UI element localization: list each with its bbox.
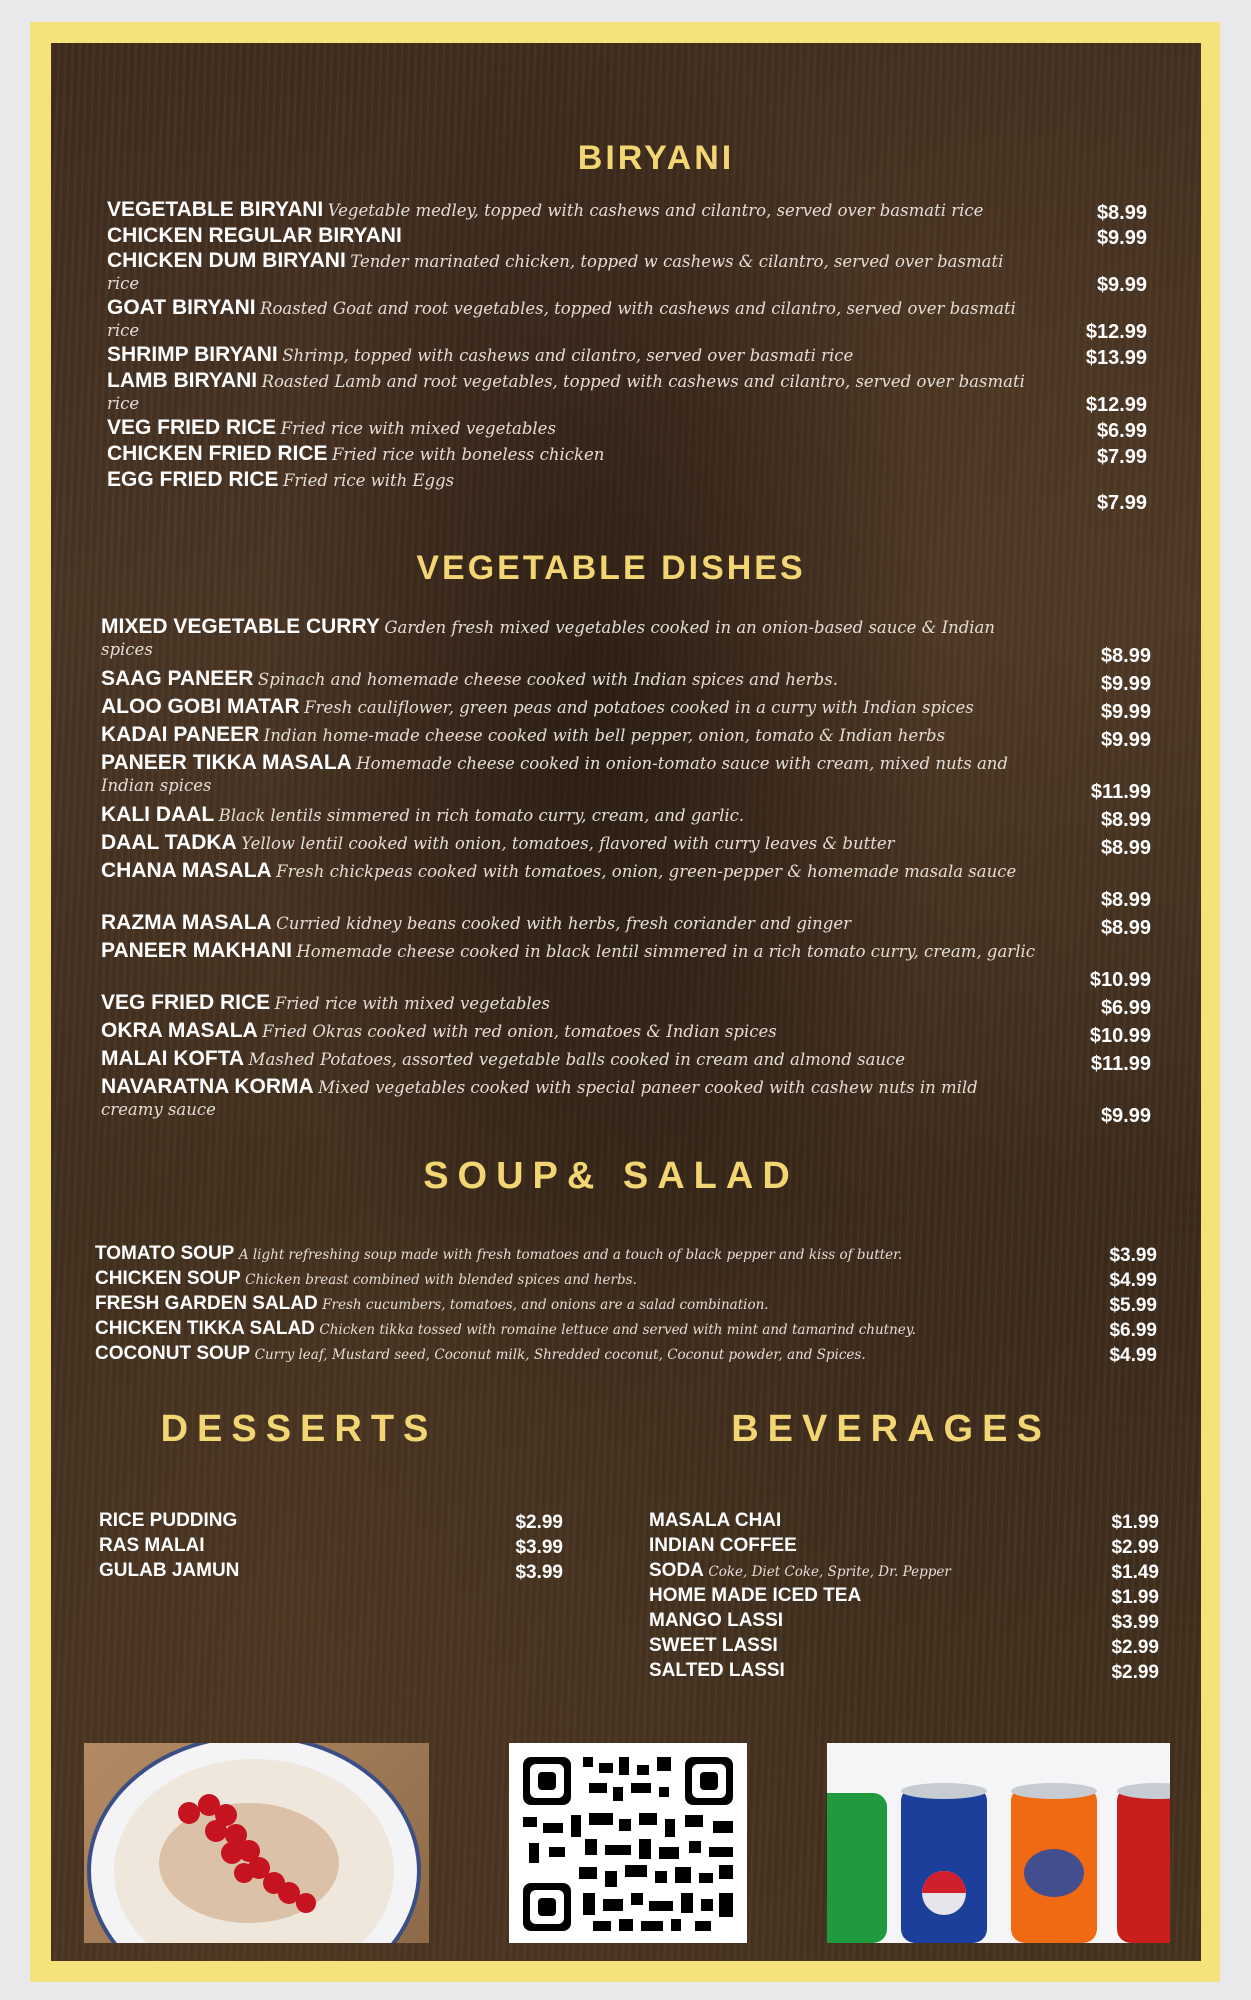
menu-item-price: $11.99 bbox=[1090, 781, 1151, 803]
menu-item-price: $2.99 bbox=[1111, 1537, 1159, 1558]
menu-item-lamb-biryani bbox=[107, 370, 1147, 417]
menu-item-name: FRESH GARDEN SALAD bbox=[95, 1293, 318, 1314]
menu-item-description: Black lentils simmered in rich tomato curry, cream, and garlic. bbox=[218, 806, 745, 825]
menu-item-text bbox=[107, 199, 1147, 222]
menu-item-description: Homemade cheese cooked in black lentil simmered in a rich tomato curry, cream, garlic bbox=[296, 942, 1035, 961]
menu-item-name: INDIAN COFFEE bbox=[649, 1535, 797, 1556]
menu-item-navaratna-korma bbox=[101, 1076, 1151, 1128]
menu-item-name: SHRIMP BIRYANI bbox=[107, 344, 278, 366]
menu-item-name: EGG FRIED RICE bbox=[107, 469, 279, 491]
menu-item-aloo-gobi-matar bbox=[101, 696, 1151, 724]
menu-item-text bbox=[99, 1509, 563, 1534]
menu-item-description: Mixed vegetables cooked with special paneer cooked with cashew nuts in mild creamy sauce bbox=[101, 1078, 978, 1119]
menu-item-price: $3.99 bbox=[1109, 1245, 1157, 1266]
menu-item-name: CHICKEN FRIED RICE bbox=[107, 443, 328, 465]
menu-item-text bbox=[649, 1634, 1159, 1659]
menu-item-malai-kofta bbox=[101, 1048, 1151, 1076]
menu-item-text bbox=[649, 1534, 1159, 1559]
menu-item-price: $9.99 bbox=[1100, 673, 1151, 695]
menu-item-text bbox=[649, 1609, 1159, 1634]
menu-item-price: $8.99 bbox=[1100, 889, 1151, 911]
menu-item-price: $10.99 bbox=[1089, 1025, 1151, 1047]
menu-item-description: Fresh chickpeas cooked with tomatoes, onion, green-pepper & homemade masala sauce bbox=[276, 862, 1017, 881]
menu-item-price: $9.99 bbox=[1100, 729, 1151, 751]
menu-item-name: CHICKEN REGULAR BIRYANI bbox=[107, 225, 402, 247]
menu-item-price: $8.99 bbox=[1100, 837, 1151, 859]
menu-item-price: $3.99 bbox=[515, 1562, 563, 1583]
menu-item-price: $4.99 bbox=[1109, 1345, 1157, 1366]
menu-item-text bbox=[107, 225, 1147, 248]
menu-item-price: $10.99 bbox=[1089, 969, 1151, 991]
menu-item-name: PANEER MAKHANI bbox=[101, 940, 292, 962]
menu-item-description: Chicken tikka tossed with romaine lettuce and served with mint and tamarind chutney. bbox=[319, 1322, 916, 1338]
section-title-desserts: DESSERTS bbox=[160, 1408, 438, 1450]
menu-item-text bbox=[107, 417, 1147, 440]
rice-pudding-photo bbox=[84, 1743, 429, 1943]
menu-item-price: $2.99 bbox=[515, 1512, 563, 1533]
menu-item-text bbox=[101, 940, 1151, 963]
menu-item-description: Fried rice with boneless chicken bbox=[331, 445, 605, 464]
menu-item-name: DAAL TADKA bbox=[101, 832, 237, 854]
menu-item-veg-fried-rice bbox=[107, 417, 1147, 443]
menu-item-name: HOME MADE ICED TEA bbox=[649, 1585, 862, 1606]
menu-item-text bbox=[649, 1559, 1159, 1584]
menu-item-goat-biryani bbox=[107, 297, 1147, 344]
menu-item-name: SALTED LASSI bbox=[649, 1660, 785, 1681]
menu-item-text bbox=[649, 1509, 1159, 1534]
menu-item-description: A light refreshing soup made with fresh tomatoes and a touch of black pepper and kiss of butter. bbox=[238, 1247, 903, 1263]
menu-item-text bbox=[101, 832, 1151, 855]
menu-item-name: CHICKEN SOUP bbox=[95, 1268, 241, 1289]
menu-item-saag-paneer bbox=[101, 668, 1151, 696]
section-title-soup-salad: SOUP& SALAD bbox=[423, 1155, 799, 1197]
menu-item-text bbox=[107, 370, 1147, 415]
menu-item-text bbox=[101, 752, 1151, 797]
menu-item-name: SWEET LASSI bbox=[649, 1635, 778, 1656]
menu-item-salted-lassi bbox=[649, 1659, 1159, 1684]
menu-item-name: SAAG PANEER bbox=[101, 668, 254, 690]
menu-item-price: $3.99 bbox=[515, 1537, 563, 1558]
menu-item-text bbox=[101, 1048, 1151, 1071]
menu-item-text bbox=[101, 724, 1151, 747]
menu-item-mango-lassi bbox=[649, 1609, 1159, 1634]
menu-item-soda bbox=[649, 1559, 1159, 1584]
menu-item-mixed-vegetable-curry bbox=[101, 616, 1151, 668]
menu-item-description: Roasted Goat and root vegetables, topped with cashews and cilantro, served over basmati rice bbox=[107, 299, 1016, 340]
vegetable-list bbox=[101, 616, 1151, 1128]
menu-item-daal-tadka bbox=[101, 832, 1151, 860]
menu-item-price: $8.99 bbox=[1100, 917, 1151, 939]
menu-item-description: Indian home-made cheese cooked with bell pepper, onion, tomato & Indian herbs bbox=[263, 726, 946, 745]
menu-item-price: $6.99 bbox=[1100, 997, 1151, 1019]
menu-item-home-made-iced-tea bbox=[649, 1584, 1159, 1609]
menu-item-price: $1.99 bbox=[1111, 1587, 1159, 1608]
menu-item-name: COCONUT SOUP bbox=[95, 1343, 251, 1364]
menu-item-chicken-soup bbox=[95, 1267, 1157, 1292]
menu-item-okra-masala bbox=[101, 1020, 1151, 1048]
menu-item-description: Vegetable medley, topped with cashews and cilantro, served over basmati rice bbox=[327, 201, 984, 220]
menu-item-chicken-regular-biryani bbox=[107, 225, 1147, 250]
menu-item-description: Shrimp, topped with cashews and cilantro, served over basmati rice bbox=[282, 346, 854, 365]
qr-code[interactable] bbox=[509, 1743, 747, 1943]
menu-item-text bbox=[95, 1267, 1157, 1292]
menu-item-name: ALOO GOBI MATAR bbox=[101, 696, 300, 718]
menu-item-text bbox=[107, 344, 1147, 367]
menu-item-text bbox=[99, 1534, 563, 1559]
menu-item-description: Homemade cheese cooked in onion-tomato sauce with cream, mixed nuts and Indian spices bbox=[101, 754, 1008, 795]
menu-item-price: $1.99 bbox=[1111, 1512, 1159, 1533]
menu-page bbox=[30, 22, 1220, 1982]
menu-item-text bbox=[101, 696, 1151, 719]
menu-item-name: TOMATO SOUP bbox=[95, 1243, 235, 1264]
menu-item-price: $12.99 bbox=[1085, 321, 1147, 343]
menu-item-name: RAS MALAI bbox=[99, 1535, 205, 1556]
menu-item-description: Spinach and homemade cheese cooked with Indian spices and herbs. bbox=[257, 670, 838, 689]
menu-item-price: $8.99 bbox=[1100, 809, 1151, 831]
menu-item-price: $9.99 bbox=[1100, 1105, 1151, 1127]
menu-item-price: $4.99 bbox=[1109, 1270, 1157, 1291]
menu-item-text bbox=[101, 804, 1151, 827]
menu-item-name: KALI DAAL bbox=[101, 804, 215, 826]
menu-item-text bbox=[101, 860, 1151, 883]
menu-item-shrimp-biryani bbox=[107, 344, 1147, 370]
menu-item-text bbox=[95, 1317, 1157, 1342]
soda-cans-image bbox=[827, 1743, 1170, 1943]
section-title-biryani: BIRYANI bbox=[577, 139, 735, 177]
menu-item-paneer-tikka-masala bbox=[101, 752, 1151, 804]
menu-item-name: RICE PUDDING bbox=[99, 1510, 238, 1531]
menu-item-indian-coffee bbox=[649, 1534, 1159, 1559]
menu-item-description: Roasted Lamb and root vegetables, topped with cashews and cilantro, served over basmati rice bbox=[107, 372, 1025, 413]
menu-item-veg-fried-rice bbox=[101, 992, 1151, 1020]
menu-item-price: $9.99 bbox=[1100, 701, 1151, 723]
menu-item-text bbox=[107, 443, 1147, 466]
menu-item-rice-pudding bbox=[99, 1509, 563, 1534]
menu-item-chicken-dum-biryani bbox=[107, 250, 1147, 297]
menu-item-name: SODA bbox=[649, 1560, 704, 1581]
menu-item-price: $12.99 bbox=[1085, 394, 1147, 416]
menu-item-description: Fried rice with Eggs bbox=[282, 471, 455, 490]
menu-item-name: MALAI KOFTA bbox=[101, 1048, 245, 1070]
menu-item-price: $8.99 bbox=[1096, 202, 1147, 224]
menu-item-text bbox=[101, 992, 1151, 1015]
menu-item-price: $7.99 bbox=[1096, 492, 1147, 514]
menu-item-description: Fried Okras cooked with red onion, tomatoes & Indian spices bbox=[262, 1022, 777, 1041]
menu-item-tomato-soup bbox=[95, 1242, 1157, 1267]
menu-item-masala-chai bbox=[649, 1509, 1159, 1534]
menu-item-price: $6.99 bbox=[1109, 1320, 1157, 1341]
menu-item-description: Fried rice with mixed vegetables bbox=[280, 419, 556, 438]
menu-item-name: NAVARATNA KORMA bbox=[101, 1076, 314, 1098]
menu-item-kali-daal bbox=[101, 804, 1151, 832]
menu-item-gulab-jamun bbox=[99, 1559, 563, 1584]
menu-item-egg-fried-rice bbox=[107, 469, 1147, 515]
menu-item-description: Chicken breast combined with blended spices and herbs. bbox=[245, 1272, 637, 1288]
menu-item-price: $3.99 bbox=[1111, 1612, 1159, 1633]
menu-item-text bbox=[95, 1292, 1157, 1317]
menu-item-fresh-garden-salad bbox=[95, 1292, 1157, 1317]
menu-item-text bbox=[95, 1342, 1157, 1367]
menu-item-text bbox=[99, 1559, 563, 1584]
menu-item-description: Curry leaf, Mustard seed, Coconut milk, Shredded coconut, Coconut powder, and Spices. bbox=[254, 1347, 866, 1363]
beverages-list bbox=[649, 1509, 1159, 1684]
menu-item-price: $2.99 bbox=[1111, 1637, 1159, 1658]
menu-item-description: Yellow lentil cooked with onion, tomatoes, flavored with curry leaves & butter bbox=[241, 834, 895, 853]
menu-item-price: $7.99 bbox=[1096, 446, 1147, 468]
menu-item-price: $8.99 bbox=[1100, 645, 1151, 667]
menu-item-text bbox=[107, 250, 1147, 295]
menu-item-name: CHANA MASALA bbox=[101, 860, 272, 882]
menu-item-chicken-tikka-salad bbox=[95, 1317, 1157, 1342]
desserts-list bbox=[99, 1509, 563, 1584]
soda-cans-photo bbox=[827, 1743, 1170, 1943]
menu-item-description: Garden fresh mixed vegetables cooked in an onion-based sauce & Indian spices bbox=[101, 618, 996, 659]
menu-item-text bbox=[107, 297, 1147, 342]
menu-item-text bbox=[101, 1076, 1151, 1121]
rice-pudding-image bbox=[84, 1743, 429, 1943]
menu-board bbox=[51, 43, 1201, 1961]
menu-item-text bbox=[107, 469, 1147, 492]
menu-item-price: $5.99 bbox=[1109, 1295, 1157, 1316]
menu-item-name: CHICKEN TIKKA SALAD bbox=[95, 1318, 315, 1339]
menu-item-description: Coke, Diet Coke, Sprite, Dr. Pepper bbox=[708, 1564, 951, 1580]
menu-item-description: Fresh cucumbers, tomatoes, and onions are a salad combination. bbox=[322, 1297, 769, 1313]
menu-item-name: RAZMA MASALA bbox=[101, 912, 272, 934]
menu-item-sweet-lassi bbox=[649, 1634, 1159, 1659]
menu-item-name: PANEER TIKKA MASALA bbox=[101, 752, 352, 774]
menu-item-description: Curried kidney beans cooked with herbs, fresh coriander and ginger bbox=[276, 914, 852, 933]
menu-item-price: $13.99 bbox=[1085, 347, 1147, 369]
menu-item-price: $9.99 bbox=[1096, 227, 1147, 249]
menu-item-price: $11.99 bbox=[1090, 1053, 1151, 1075]
menu-item-name: MANGO LASSI bbox=[649, 1610, 784, 1631]
menu-item-price: $1.49 bbox=[1111, 1562, 1159, 1583]
menu-item-name: MIXED VEGETABLE CURRY bbox=[101, 616, 380, 638]
section-title-vegetable: VEGETABLE DISHES bbox=[416, 549, 806, 587]
menu-item-name: MASALA CHAI bbox=[649, 1510, 782, 1531]
menu-item-razma-masala bbox=[101, 912, 1151, 940]
menu-item-chicken-fried-rice bbox=[107, 443, 1147, 469]
qr-code-image bbox=[509, 1743, 747, 1943]
menu-item-price: $6.99 bbox=[1096, 420, 1147, 442]
menu-item-description: Fresh cauliflower, green peas and potatoes cooked in a curry with Indian spices bbox=[304, 698, 974, 717]
menu-item-price: $2.99 bbox=[1111, 1662, 1159, 1683]
menu-item-text bbox=[649, 1584, 1159, 1609]
menu-item-name: KADAI PANEER bbox=[101, 724, 260, 746]
menu-item-name: VEG FRIED RICE bbox=[107, 417, 277, 439]
menu-item-name: GOAT BIRYANI bbox=[107, 297, 256, 319]
section-title-beverages: BEVERAGES bbox=[731, 1408, 1051, 1450]
menu-item-ras-malai bbox=[99, 1534, 563, 1559]
menu-item-name: GULAB JAMUN bbox=[99, 1560, 240, 1581]
soup-salad-list bbox=[95, 1242, 1157, 1367]
biryani-list bbox=[107, 199, 1147, 515]
menu-item-name: VEGETABLE BIRYANI bbox=[107, 199, 324, 221]
menu-item-text bbox=[101, 912, 1151, 935]
menu-item-name: OKRA MASALA bbox=[101, 1020, 258, 1042]
menu-item-text bbox=[649, 1659, 1159, 1684]
menu-item-paneer-makhani bbox=[101, 940, 1151, 992]
menu-item-coconut-soup bbox=[95, 1342, 1157, 1367]
menu-item-text bbox=[101, 616, 1151, 661]
menu-item-name: VEG FRIED RICE bbox=[101, 992, 271, 1014]
menu-item-vegetable-biryani bbox=[107, 199, 1147, 225]
menu-item-name: LAMB BIRYANI bbox=[107, 370, 258, 392]
menu-item-text bbox=[101, 668, 1151, 691]
menu-item-kadai-paneer bbox=[101, 724, 1151, 752]
menu-item-description: Mashed Potatoes, assorted vegetable balls cooked in cream and almond sauce bbox=[248, 1050, 906, 1069]
menu-item-text bbox=[95, 1242, 1157, 1267]
menu-item-text bbox=[101, 1020, 1151, 1043]
menu-item-price: $9.99 bbox=[1096, 274, 1147, 296]
menu-item-chana-masala bbox=[101, 860, 1151, 912]
menu-item-name: CHICKEN DUM BIRYANI bbox=[107, 250, 346, 272]
menu-item-description: Fried rice with mixed vegetables bbox=[274, 994, 550, 1013]
menu-item-description: Tender marinated chicken, topped w cashews & cilantro, served over basmati rice bbox=[107, 252, 1004, 293]
